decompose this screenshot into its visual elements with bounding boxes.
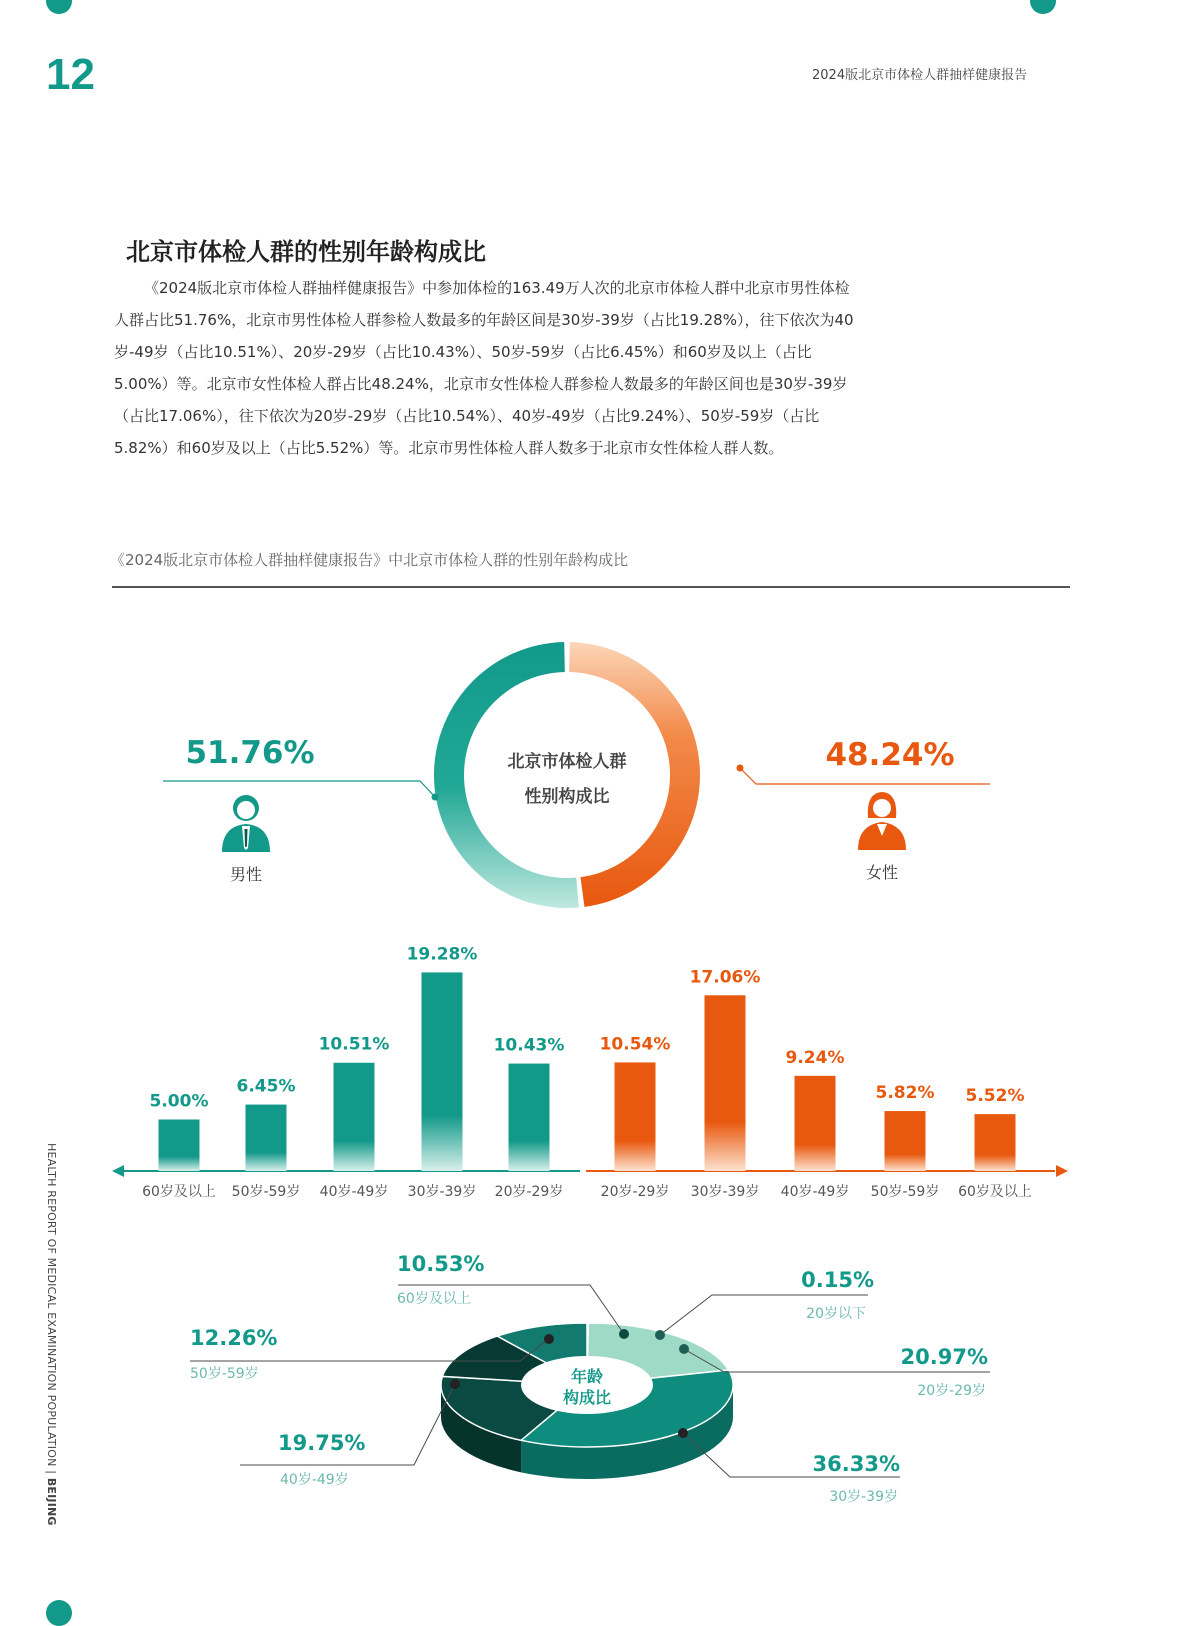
pie3d-callout-dot bbox=[450, 1379, 460, 1389]
female-bar-value-label: 5.52% bbox=[965, 1086, 1025, 1107]
donut-slice-male bbox=[434, 642, 579, 908]
pie3d-category-label: 50岁-59岁 bbox=[190, 1366, 259, 1382]
pie3d-callout-dot bbox=[544, 1334, 554, 1344]
female-bar-value-label: 5.82% bbox=[875, 1083, 935, 1104]
pie3d-category-label: 40岁-49岁 bbox=[280, 1472, 349, 1488]
female-percent-label: 48.24% bbox=[825, 737, 955, 773]
pie3d-value-label: 36.33% bbox=[812, 1452, 900, 1476]
side-text-separator: | bbox=[45, 1470, 58, 1475]
body-paragraph: 《2024版北京市体检人群抽样健康报告》中参加体检的163.49万人次的北京市体检人群中北京市男性体检人群占比51.76%，北京市男性体检人群参检人数最多的年龄区间是30岁-39岁（占比19.28%），往下依次为40岁-49岁（占比10.51%）、20岁-29岁（占比10.43%）、50岁-59岁（占比6.45%）和60岁及以上（占比5.00%）等。北京市女性体检人群占比48.24%，北京市女性体检人群参检人数最多的年龄区间也是30岁-39岁（占比17.06%），往下依次为20岁-29岁（占比10.54%）、40岁-49岁（占比9.24%）、50岁-59岁（占比5.82%）和60岁及以上（占比5.52%）等。北京市男性体检人群人数多于北京市女性体检人群人数。 bbox=[114, 279, 854, 457]
male-bar-category-label: 30岁-39岁 bbox=[407, 1184, 477, 1200]
female-bar-category-label: 40岁-49岁 bbox=[780, 1184, 850, 1200]
male-icon-face bbox=[237, 801, 255, 819]
male-bar-category-label: 40岁-49岁 bbox=[319, 1184, 389, 1200]
male-bar bbox=[422, 972, 463, 1171]
female-icon-face bbox=[873, 799, 891, 817]
pie3d-value-label: 20.97% bbox=[900, 1345, 988, 1369]
male-percent-label: 51.76% bbox=[185, 735, 315, 771]
female-bar-category-label: 60岁及以上 bbox=[958, 1184, 1032, 1200]
pie3d-category-label: 30岁-39岁 bbox=[829, 1489, 898, 1505]
pie3d-value-label: 12.26% bbox=[190, 1326, 278, 1350]
female-bar-category-label: 50岁-59岁 bbox=[870, 1184, 940, 1200]
male-person-icon bbox=[222, 795, 270, 852]
pie3d-callout-dot bbox=[619, 1329, 629, 1339]
female-bar bbox=[705, 995, 746, 1171]
female-label: 女性 bbox=[865, 863, 899, 882]
male-bar-category-label: 50岁-59岁 bbox=[231, 1184, 301, 1200]
male-bar bbox=[509, 1064, 550, 1171]
male-bar bbox=[159, 1120, 200, 1172]
male-bar-category-label: 20岁-29岁 bbox=[494, 1184, 564, 1200]
male-bar bbox=[246, 1105, 287, 1171]
pie3d-callout-dot bbox=[655, 1330, 665, 1340]
pie3d-value-label: 0.15% bbox=[801, 1268, 874, 1292]
report-name: 2024版北京市体检人群抽样健康报告 bbox=[812, 68, 1028, 83]
male-bar-value-label: 10.43% bbox=[493, 1035, 565, 1056]
section-title: 北京市体检人群的性别年龄构成比 bbox=[126, 238, 486, 266]
female-bar-category-label: 30岁-39岁 bbox=[690, 1184, 760, 1200]
pie3d-center-label-line2: 构成比 bbox=[562, 1388, 612, 1407]
female-axis-arrow bbox=[1056, 1165, 1068, 1177]
female-bar-value-label: 9.24% bbox=[785, 1047, 845, 1068]
female-bar bbox=[975, 1114, 1016, 1171]
male-bar-value-label: 6.45% bbox=[236, 1076, 296, 1097]
male-bar-value-label: 10.51% bbox=[318, 1034, 390, 1055]
pie3d-value-label: 19.75% bbox=[278, 1431, 366, 1455]
page-number: 12 bbox=[46, 50, 95, 99]
female-person-icon bbox=[858, 792, 906, 850]
male-bar bbox=[334, 1063, 375, 1171]
female-bar-category-label: 20岁-29岁 bbox=[600, 1184, 670, 1200]
female-bar bbox=[885, 1111, 926, 1171]
donut-center-label-line2: 性别构成比 bbox=[524, 787, 610, 807]
female-bar-value-label: 17.06% bbox=[689, 967, 761, 988]
male-callout-dot bbox=[432, 794, 439, 801]
pie3d-callout-dot bbox=[679, 1344, 689, 1354]
pie3d-value-label: 10.53% bbox=[397, 1252, 485, 1276]
male-bar-category-label: 60岁及以上 bbox=[142, 1184, 216, 1200]
male-label: 男性 bbox=[229, 865, 263, 884]
donut-center-label-line1: 北京市体检人群 bbox=[507, 752, 627, 772]
pie3d-center-label-line1: 年龄 bbox=[570, 1367, 604, 1386]
pie3d-callout-dot bbox=[678, 1428, 688, 1438]
female-bar-value-label: 10.54% bbox=[599, 1034, 671, 1055]
male-bar-value-label: 19.28% bbox=[406, 944, 478, 965]
pie3d-category-label: 20岁-29岁 bbox=[917, 1383, 986, 1399]
pie3d-category-label: 60岁及以上 bbox=[397, 1291, 471, 1307]
donut-slice-female bbox=[569, 642, 700, 907]
female-bar bbox=[795, 1076, 836, 1171]
female-bar bbox=[615, 1062, 656, 1171]
chart-caption: 《2024版北京市体检人群抽样健康报告》中北京市体检人群的性别年龄构成比 bbox=[110, 551, 629, 569]
female-callout-dot bbox=[737, 765, 744, 772]
male-bar-value-label: 5.00% bbox=[149, 1091, 209, 1112]
male-axis-arrow bbox=[112, 1165, 124, 1177]
side-text-city: BEIJING bbox=[45, 1477, 58, 1526]
male-callout-line bbox=[163, 781, 435, 797]
pie3d-category-label: 20岁以下 bbox=[806, 1306, 866, 1322]
side-text-main: HEALTH REPORT OF MEDICAL EXAMINATION POPULATION bbox=[45, 1143, 58, 1467]
